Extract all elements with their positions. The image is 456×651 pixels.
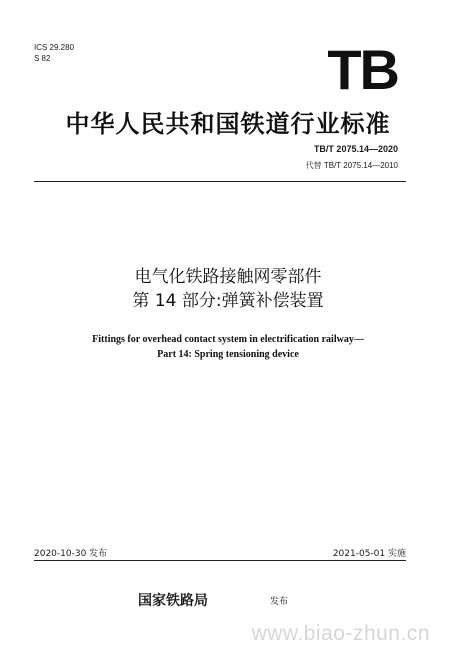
top-divider	[34, 181, 406, 182]
title-zh-line1: 电气化铁路接触网零部件	[134, 267, 322, 287]
bottom-divider	[34, 560, 406, 561]
standard-number: TB/T 2075.14—2020	[313, 144, 398, 154]
ccs-code: S 82	[34, 54, 51, 63]
watermark: www.biao-zhun.cn	[251, 622, 430, 645]
implement-date: 2021-05-01 实施	[332, 549, 406, 559]
org-title: 中华人民共和国铁道行业标准	[65, 109, 391, 138]
title-en-line2: Part 14: Spring tensioning device	[157, 349, 299, 360]
issue-date: 2020-10-30 发布	[34, 549, 108, 559]
tb-logo: TB	[327, 38, 398, 101]
title-en-line1: Fittings for overhead contact system in electrification railway—	[92, 334, 364, 345]
classification-codes	[34, 42, 74, 64]
issuer: 国家铁路局	[138, 593, 208, 609]
ics-code: ICS 29.280	[34, 43, 75, 52]
title-zh-line2: 第 14 部分:弹簧补偿装置	[132, 291, 324, 311]
issuer-suffix: 发布	[270, 597, 289, 607]
replaces-note: 代替 TB/T 2075.14—2010	[305, 161, 398, 170]
